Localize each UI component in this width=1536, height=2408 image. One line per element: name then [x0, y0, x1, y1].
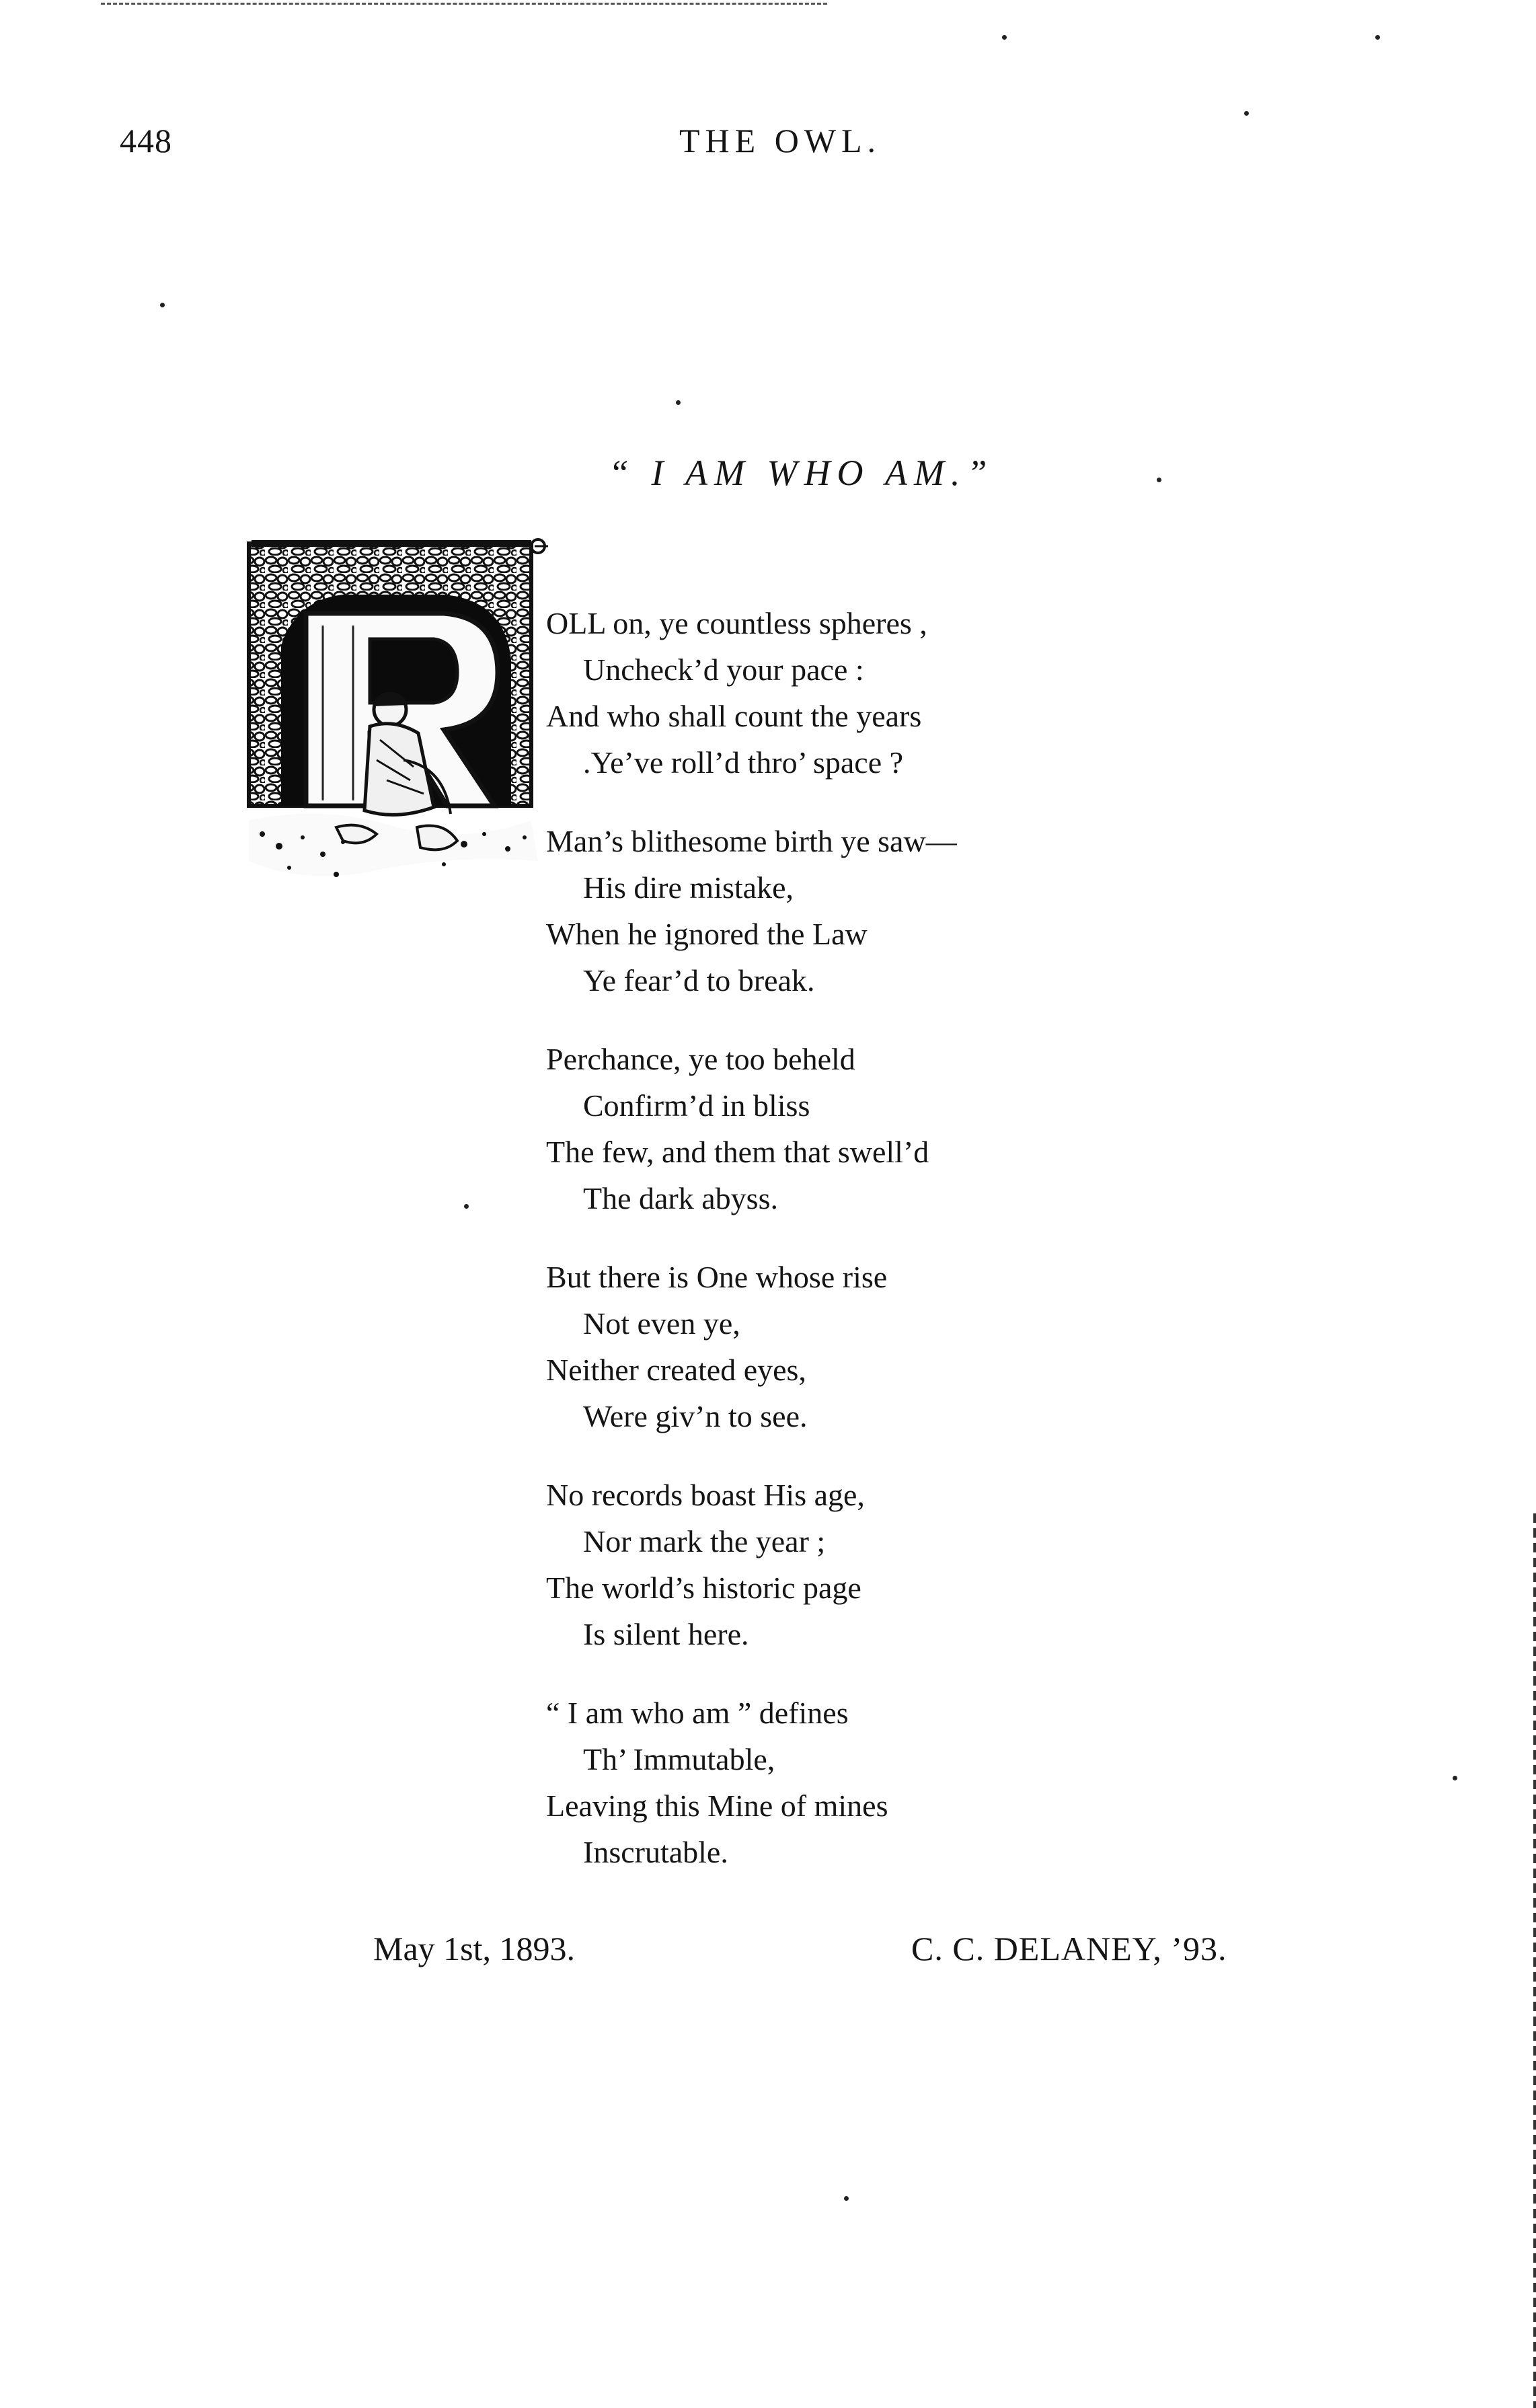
- poem-line: And who shall count the years: [546, 699, 922, 733]
- poem-line: The world’s historic page: [546, 1571, 861, 1605]
- poem-line: “ I am who am ” defines: [546, 1696, 849, 1730]
- stanza-3: [546, 1036, 1111, 1221]
- poem-line: His dire mistake,: [583, 870, 794, 905]
- poem-line: Were giv’n to see.: [583, 1399, 808, 1433]
- poem-line: When he ignored the Law: [546, 917, 868, 951]
- poem-line: No records boast His age,: [546, 1478, 865, 1512]
- poem-line: Is silent here.: [583, 1617, 749, 1651]
- poem-title: “ I AM WHO AM.”: [609, 453, 994, 493]
- poem-author: C. C. DELANEY, ’93.: [911, 1930, 1227, 1967]
- stanza-4: [546, 1254, 1111, 1439]
- poem-line: Nor mark the year ;: [583, 1524, 826, 1558]
- poem-line: Th’ Immutable,: [583, 1742, 775, 1776]
- stanza-2: [546, 818, 1111, 1004]
- poem-line: Ye fear’d to break.: [583, 963, 815, 998]
- stanza-6: [546, 1690, 1111, 1875]
- page-number: 448: [120, 122, 172, 159]
- ink-speck: [1002, 35, 1007, 40]
- poem-line: .Ye’ve roll’d thro’ space ?: [583, 745, 904, 780]
- poem-line: Uncheck’d your pace :: [583, 652, 864, 687]
- illuminated-initial-r: [242, 538, 555, 885]
- ink-speck: [676, 400, 681, 405]
- stanza-5: [546, 1472, 1111, 1657]
- ink-speck: [1453, 1776, 1457, 1780]
- ink-speck: [160, 303, 165, 307]
- poem-line: Confirm’d in bliss: [583, 1088, 810, 1123]
- poem-line: Leaving this Mine of mines: [546, 1789, 888, 1823]
- running-head: THE OWL.: [679, 122, 882, 159]
- poem-line: The dark abyss.: [583, 1181, 778, 1215]
- poem-line: Not even ye,: [583, 1306, 740, 1341]
- page-edge-mark: [1533, 1513, 1536, 2408]
- ink-speck: [1375, 35, 1380, 40]
- ink-speck: [1157, 478, 1161, 482]
- poem-line: Inscrutable.: [583, 1835, 728, 1869]
- poem-line: Neither created eyes,: [546, 1353, 806, 1387]
- poem-line: But there is One whose rise: [546, 1260, 888, 1294]
- ink-speck: [464, 1204, 469, 1209]
- poem-body: [546, 600, 1111, 1908]
- top-rule: [101, 3, 827, 5]
- ink-speck: [1244, 111, 1249, 116]
- poem-line: Man’s blithesome birth ye saw—: [546, 824, 957, 858]
- poem-date: May 1st, 1893.: [373, 1930, 575, 1967]
- poem-line: OLL on, ye countless spheres ,: [546, 606, 927, 640]
- poem-line: The few, and them that swell’d: [546, 1135, 929, 1169]
- ink-speck: [844, 2196, 849, 2201]
- stanza-1: [546, 600, 1111, 786]
- poem-line: Perchance, ye too beheld: [546, 1042, 855, 1076]
